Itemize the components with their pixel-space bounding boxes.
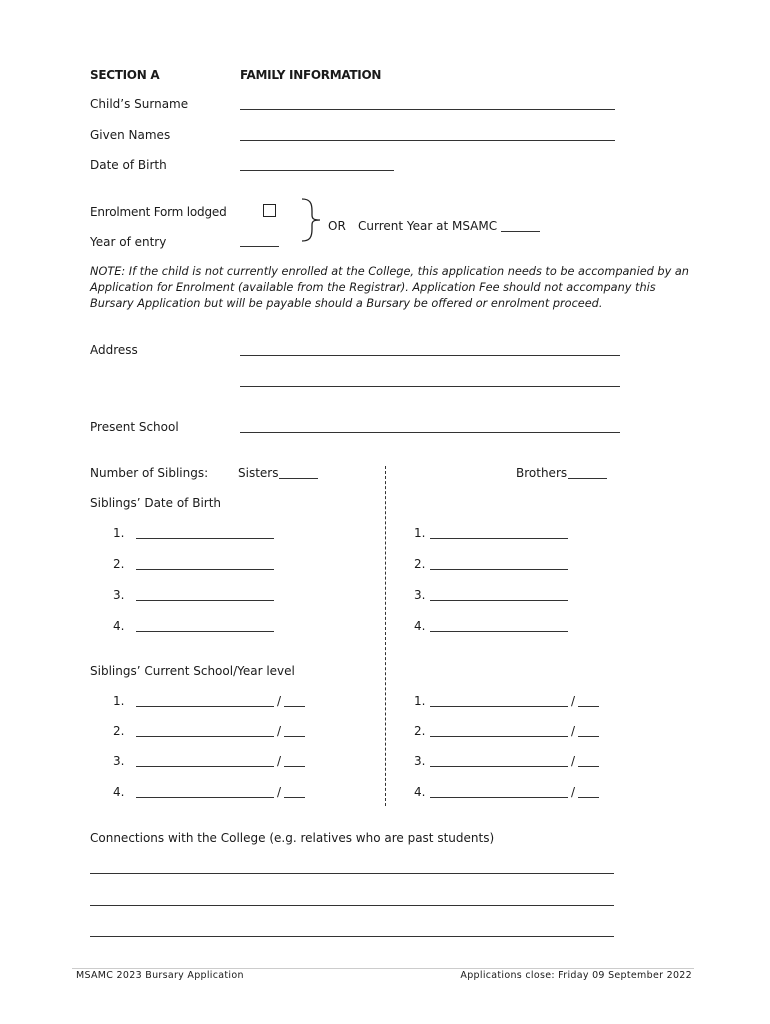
sister-school-field[interactable]	[136, 736, 274, 737]
brother-year-field[interactable]	[578, 736, 599, 737]
enrolment-lodged-label: Enrolment Form lodged	[90, 205, 227, 219]
brother-dob-number: 4.	[414, 619, 426, 633]
sister-school-field[interactable]	[136, 766, 274, 767]
current-year-label: Current Year at MSAMC	[358, 219, 498, 233]
sister-school-number: 2.	[113, 724, 125, 738]
brothers-label: Brothers	[516, 466, 568, 480]
brother-dob-field[interactable]	[430, 600, 568, 601]
column-divider	[385, 466, 386, 806]
sister-school-number: 4.	[113, 785, 125, 799]
brother-year-field[interactable]	[578, 797, 599, 798]
brother-school-number: 2.	[414, 724, 426, 738]
sister-school-field[interactable]	[136, 706, 274, 707]
enrolment-lodged-checkbox[interactable]	[263, 204, 276, 217]
brother-school-number: 4.	[414, 785, 426, 799]
present-school-field[interactable]	[240, 432, 620, 433]
brother-school-field[interactable]	[430, 706, 568, 707]
address-line-1[interactable]	[240, 355, 620, 356]
slash: /	[277, 754, 282, 768]
siblings-dob-label: Siblings’ Date of Birth	[90, 496, 222, 510]
sister-dob-number: 2.	[113, 557, 125, 571]
sister-dob-number: 4.	[113, 619, 125, 633]
footer-right: Applications close: Friday 09 September 2022	[460, 970, 692, 981]
connections-label: Connections with the College (e.g. relatives who are past students)	[90, 831, 495, 845]
sister-dob-field[interactable]	[136, 569, 274, 570]
slash: /	[571, 785, 576, 799]
or-label: OR	[328, 219, 346, 233]
sisters-label: Sisters	[238, 466, 279, 480]
section-label: SECTION A	[90, 68, 160, 82]
connections-line-3[interactable]	[90, 936, 614, 937]
brother-school-field[interactable]	[430, 797, 568, 798]
dob-field[interactable]	[240, 170, 394, 171]
sister-year-field[interactable]	[284, 736, 305, 737]
footer-rule	[72, 968, 694, 969]
sister-year-field[interactable]	[284, 706, 305, 707]
sister-school-number: 3.	[113, 754, 125, 768]
sisters-count-field[interactable]	[279, 478, 318, 479]
brace-icon	[300, 197, 324, 243]
sister-year-field[interactable]	[284, 766, 305, 767]
brother-school-field[interactable]	[430, 736, 568, 737]
present-school-label: Present School	[90, 420, 179, 434]
sister-dob-field[interactable]	[136, 538, 274, 539]
address-label: Address	[90, 343, 138, 357]
brother-dob-number: 1.	[414, 526, 426, 540]
brother-dob-field[interactable]	[430, 631, 568, 632]
connections-line-2[interactable]	[90, 905, 614, 906]
dob-label: Date of Birth	[90, 158, 167, 172]
sister-dob-field[interactable]	[136, 631, 274, 632]
number-of-siblings-label: Number of Siblings:	[90, 466, 209, 480]
current-year-field[interactable]	[501, 231, 540, 232]
slash: /	[277, 785, 282, 799]
slash: /	[277, 724, 282, 738]
brother-school-field[interactable]	[430, 766, 568, 767]
given-names-label: Given Names	[90, 128, 171, 142]
sister-dob-number: 1.	[113, 526, 125, 540]
enrolment-note: NOTE: If the child is not currently enrolled at the College, this application needs to be accompanied by an Application for Enrolment (available from the Registrar). Application Fee should not accompany this Bursary Application but will be payable should a Bursary be offered or enrolment proceed.	[90, 265, 689, 310]
sister-school-number: 1.	[113, 694, 125, 708]
surname-field[interactable]	[240, 109, 615, 110]
year-of-entry-field[interactable]	[240, 246, 279, 247]
siblings-school-label: Siblings’ Current School/Year level	[90, 664, 295, 678]
sister-dob-number: 3.	[113, 588, 125, 602]
address-line-2[interactable]	[240, 386, 620, 387]
sister-year-field[interactable]	[284, 797, 305, 798]
brother-dob-number: 2.	[414, 557, 426, 571]
brother-school-number: 3.	[414, 754, 426, 768]
slash: /	[571, 724, 576, 738]
slash: /	[571, 694, 576, 708]
brother-dob-number: 3.	[414, 588, 426, 602]
brother-dob-field[interactable]	[430, 538, 568, 539]
sister-school-field[interactable]	[136, 797, 274, 798]
surname-label: Child’s Surname	[90, 97, 189, 111]
brother-dob-field[interactable]	[430, 569, 568, 570]
year-of-entry-label: Year of entry	[90, 235, 167, 249]
sister-dob-field[interactable]	[136, 600, 274, 601]
section-title: FAMILY INFORMATION	[240, 68, 382, 82]
brother-year-field[interactable]	[578, 706, 599, 707]
brother-year-field[interactable]	[578, 766, 599, 767]
connections-line-1[interactable]	[90, 873, 614, 874]
slash: /	[571, 754, 576, 768]
given-names-field[interactable]	[240, 140, 615, 141]
slash: /	[277, 694, 282, 708]
brothers-count-field[interactable]	[568, 478, 607, 479]
footer-left: MSAMC 2023 Bursary Application	[76, 970, 244, 981]
brother-school-number: 1.	[414, 694, 426, 708]
